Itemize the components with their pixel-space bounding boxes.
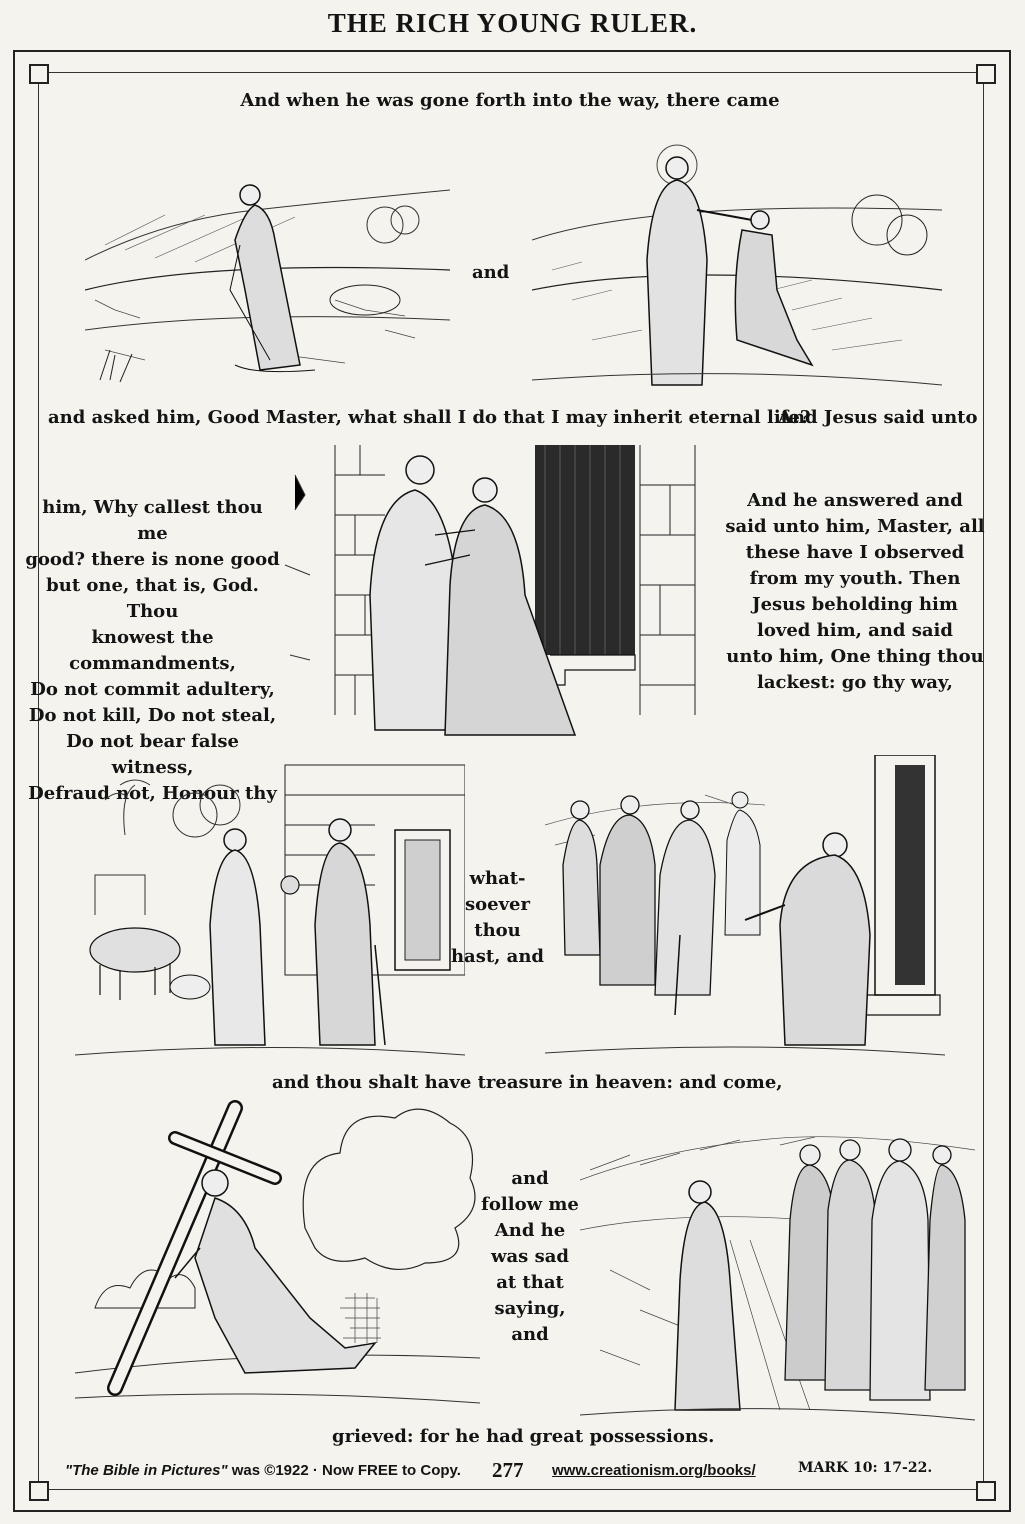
verse-text: and xyxy=(511,1324,549,1345)
website-link[interactable]: www.creationism.org/books/ xyxy=(552,1462,756,1479)
footer-credit xyxy=(65,1462,461,1479)
verse-text: Defraud not, Honour thy xyxy=(28,783,277,804)
verse-text: thou xyxy=(474,920,521,941)
middle-verse-column-2 xyxy=(475,1166,585,1348)
selling-possessions-illustration xyxy=(75,755,465,1060)
middle-verse-column xyxy=(445,866,550,970)
verse-text: was sad xyxy=(491,1246,569,1267)
book-title: "The Bible in Pictures" xyxy=(65,1462,228,1479)
carrying-cross-illustration xyxy=(75,1098,480,1413)
connector-and: and xyxy=(472,262,510,283)
verse-text: Do not commit adultery, xyxy=(30,679,275,700)
verse-text: what- xyxy=(469,868,526,889)
verse-text: from my youth. Then xyxy=(749,568,961,589)
page-title: THE RICH YOUNG RULER. xyxy=(327,8,698,38)
verse-text: loved him, and said xyxy=(757,620,953,641)
verse-text: these have I observed xyxy=(745,542,965,563)
man-walking-illustration xyxy=(85,150,450,395)
corner-ornament xyxy=(29,1481,49,1501)
verse-text: Jesus beholding him xyxy=(752,594,958,615)
verse-text: unto him, One thing thou xyxy=(726,646,984,667)
verse-text: follow me xyxy=(481,1194,579,1215)
verse-text: good? there is none good xyxy=(25,549,280,570)
verse-text: at that xyxy=(496,1272,564,1293)
verse-text: said unto him, Master, all xyxy=(725,516,985,537)
verse-text: hast, and xyxy=(450,946,545,967)
verse-line-4: grieved: for he had great possessions. xyxy=(332,1426,715,1447)
corner-ornament xyxy=(976,64,996,84)
verse-line-3: and thou shalt have treasure in heaven: and come, xyxy=(272,1072,783,1093)
kneeling-before-jesus-illustration xyxy=(532,140,942,395)
sad-departure-illustration xyxy=(580,1110,975,1425)
page-number: 277 xyxy=(492,1458,524,1482)
verse-text: And he answered and xyxy=(747,490,963,511)
corner-ornament xyxy=(29,64,49,84)
verse-text: but one, that is, God. Thou xyxy=(46,575,259,622)
verse-line-2-end: And Jesus said unto xyxy=(778,407,978,428)
verse-text: soever xyxy=(465,894,530,915)
verse-text: him, Why callest thou me xyxy=(42,497,263,544)
embrace-at-door-illustration xyxy=(275,435,725,745)
copyright-text: was ©1922 · Now FREE to Copy. xyxy=(231,1462,461,1479)
verse-line-1: And when he was gone forth into the way, there came xyxy=(240,90,780,111)
corner-ornament xyxy=(976,1481,996,1501)
verse-line-2: and asked him, Good Master, what shall I do that I may inherit eternal life? xyxy=(48,407,811,428)
verse-text: knowest the commandments, xyxy=(69,627,236,674)
right-verse-column xyxy=(725,488,985,696)
verse-text: And he xyxy=(494,1220,566,1241)
verse-text: Do not bear false witness, xyxy=(66,731,239,778)
giving-to-poor-illustration xyxy=(545,755,945,1060)
verse-text: and xyxy=(511,1168,549,1189)
verse-text: saying, xyxy=(494,1298,566,1319)
verse-text: lackest: go thy way, xyxy=(757,672,953,693)
scripture-reference: MARK 10: 17-22. xyxy=(798,1460,933,1476)
verse-text: Do not kill, Do not steal, xyxy=(28,705,277,726)
